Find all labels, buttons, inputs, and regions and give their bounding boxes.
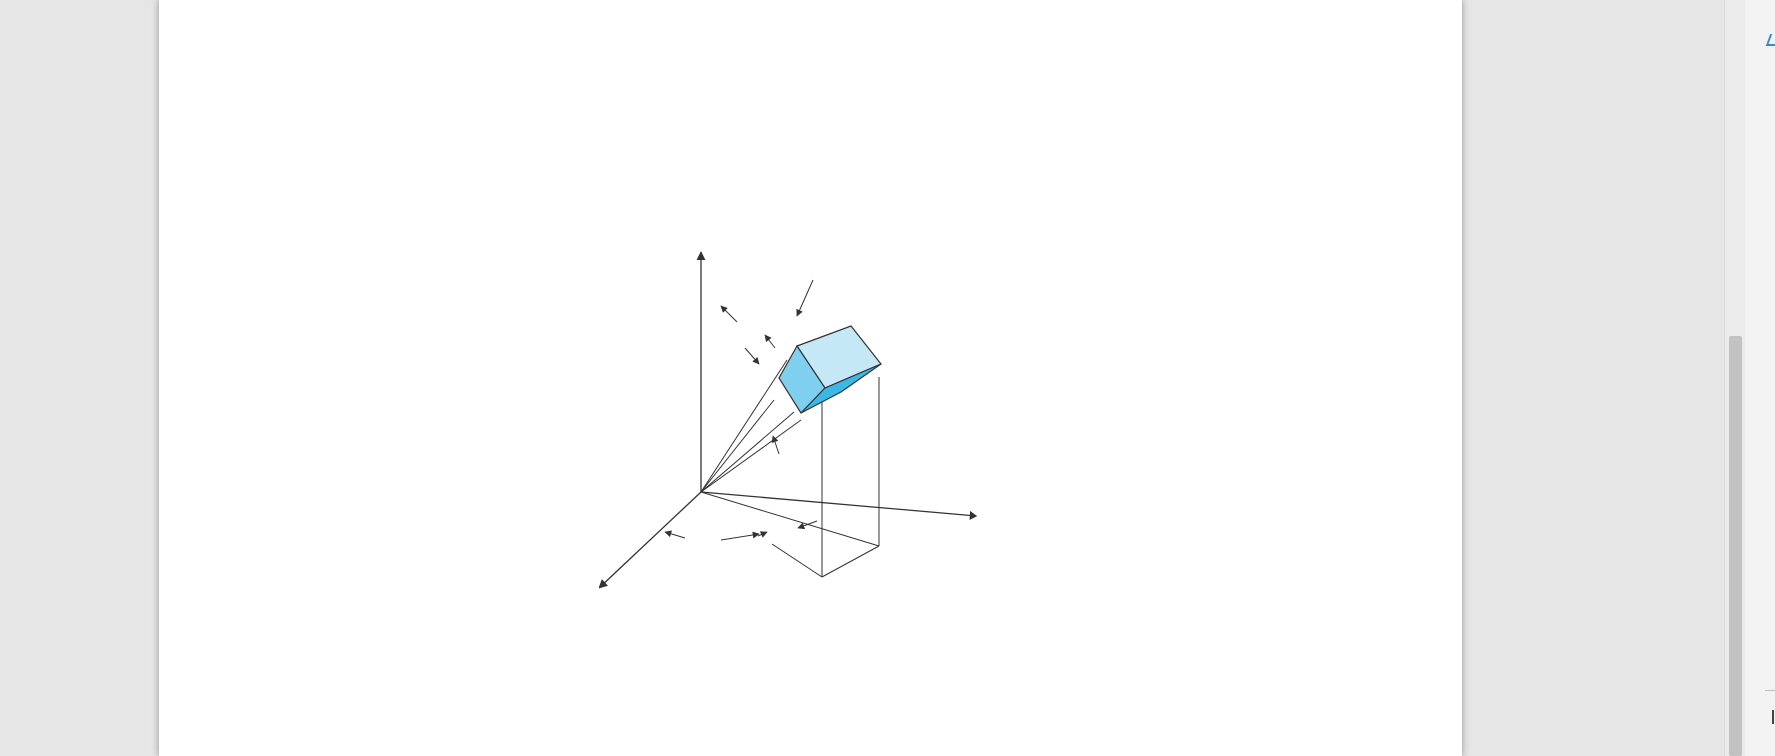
gutter-marker-icon — [1772, 710, 1774, 724]
radius-line-1 — [701, 360, 787, 492]
projection-base-3 — [772, 544, 822, 577]
dphi-arrow-left — [758, 532, 767, 536]
dr-arrow-bottom — [765, 335, 775, 348]
dr-arrow-top — [797, 280, 813, 316]
radius-line-2 — [701, 400, 774, 492]
y-axis — [701, 492, 976, 516]
dtheta-arrow — [773, 436, 779, 454]
radius-line-4 — [701, 420, 801, 492]
spherical-coordinates-figure — [599, 240, 1019, 610]
projection-base-2 — [822, 546, 879, 577]
phi-arrow-left — [665, 532, 685, 538]
gutter-divider — [1765, 690, 1775, 691]
radius-line-3 — [701, 412, 794, 492]
phi-arrow-right — [721, 534, 759, 540]
section-heading — [321, 11, 327, 41]
scrollbar-thumb[interactable] — [1729, 336, 1742, 756]
document-page — [159, 0, 1462, 756]
right-gutter — [1745, 0, 1775, 756]
x-axis — [599, 492, 701, 588]
vertical-scrollbar[interactable] — [1724, 0, 1745, 756]
theta-arrow-left — [721, 306, 737, 322]
theta-arrow-right — [745, 348, 759, 364]
